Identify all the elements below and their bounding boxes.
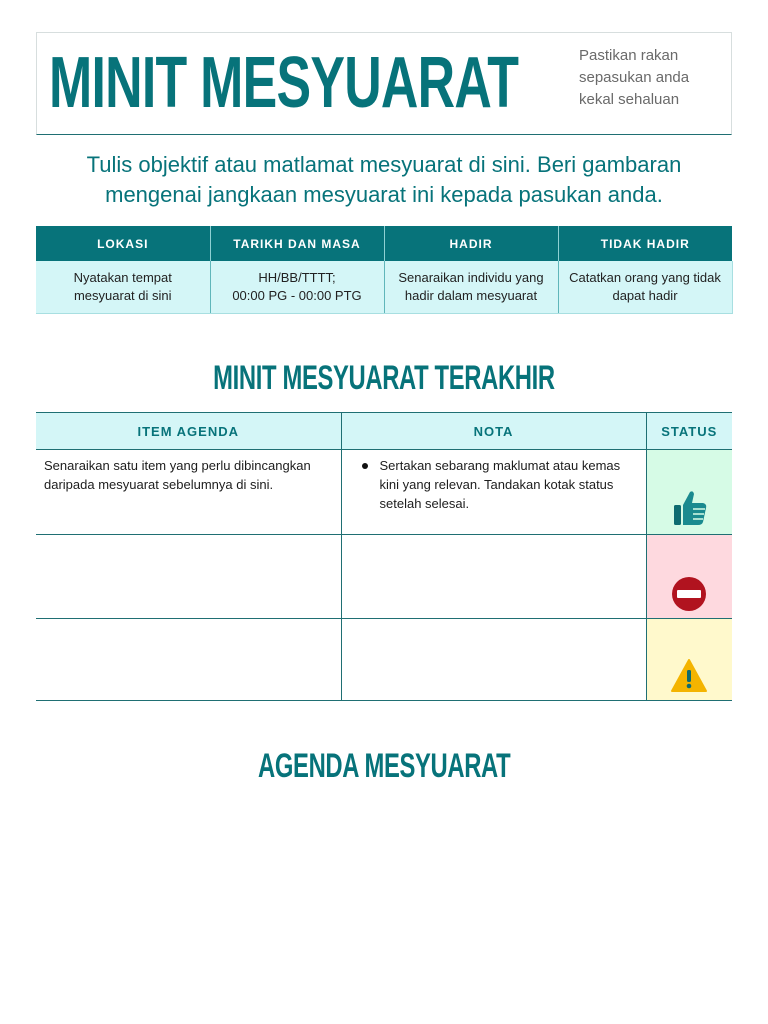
location-header: LOKASI: [36, 226, 210, 261]
notes-list: [350, 456, 638, 513]
thumbs-up-icon: [671, 488, 709, 528]
table-row: [36, 535, 732, 619]
meeting-objective[interactable]: Tulis objektif atau matlamat mesyuarat di sini. Beri gambaran mengenai jangkaan mesyuarat ini kepada pasukan anda.: [86, 152, 682, 207]
agenda-item-header: ITEM AGENDA: [36, 413, 341, 450]
time-placeholder: 00:00 PG - 00:00 PTG: [232, 287, 362, 303]
warning-icon: [671, 654, 709, 694]
table-row: [36, 619, 732, 701]
no-entry-icon: [671, 572, 709, 612]
notes-cell[interactable]: [341, 535, 646, 619]
location-cell[interactable]: Nyatakan tempat mesyuarat di sini: [36, 261, 210, 313]
absentees-header: TIDAK HADIR: [558, 226, 732, 261]
status-header: STATUS: [646, 413, 732, 450]
absentees-cell[interactable]: Catatkan orang yang tidak dapat hadir: [558, 261, 732, 313]
date-time-header: TARIKH DAN MASA: [210, 226, 384, 261]
date-placeholder: HH/BB/TTTT;: [258, 269, 336, 285]
last-minutes-table: [36, 412, 732, 701]
agenda-item-cell[interactable]: Senaraikan satu item yang perlu dibincangkan daripada mesyuarat sebelumnya di sini.: [36, 450, 341, 535]
status-cell[interactable]: [646, 535, 732, 619]
meeting-info-table: [36, 226, 733, 314]
header: [36, 32, 732, 135]
notes-cell[interactable]: [341, 619, 646, 701]
date-time-cell[interactable]: [210, 261, 384, 313]
notes-cell[interactable]: [341, 450, 646, 535]
agenda-item-cell[interactable]: [36, 619, 341, 701]
page-title: MINIT MESYUARAT: [49, 43, 519, 123]
notes-header: NOTA: [341, 413, 646, 450]
status-cell[interactable]: [646, 450, 732, 535]
agenda-title: AGENDA MESYUARAT: [257, 747, 511, 785]
last-minutes-title: MINIT MESYUARAT TERAKHIR: [213, 359, 555, 397]
list-item: Sertakan sebarang maklumat atau kemas kini yang relevan. Tandakan kotak status setelah selesai.: [380, 456, 638, 513]
attendees-header: HADIR: [384, 226, 558, 261]
agenda-item-cell[interactable]: [36, 535, 341, 619]
attendees-cell[interactable]: Senaraikan individu yang hadir dalam mesyuarat: [384, 261, 558, 313]
tagline: Pastikan rakan sepasukan anda kekal sehaluan: [579, 47, 690, 108]
status-cell[interactable]: [646, 619, 732, 701]
table-row: [36, 450, 732, 535]
